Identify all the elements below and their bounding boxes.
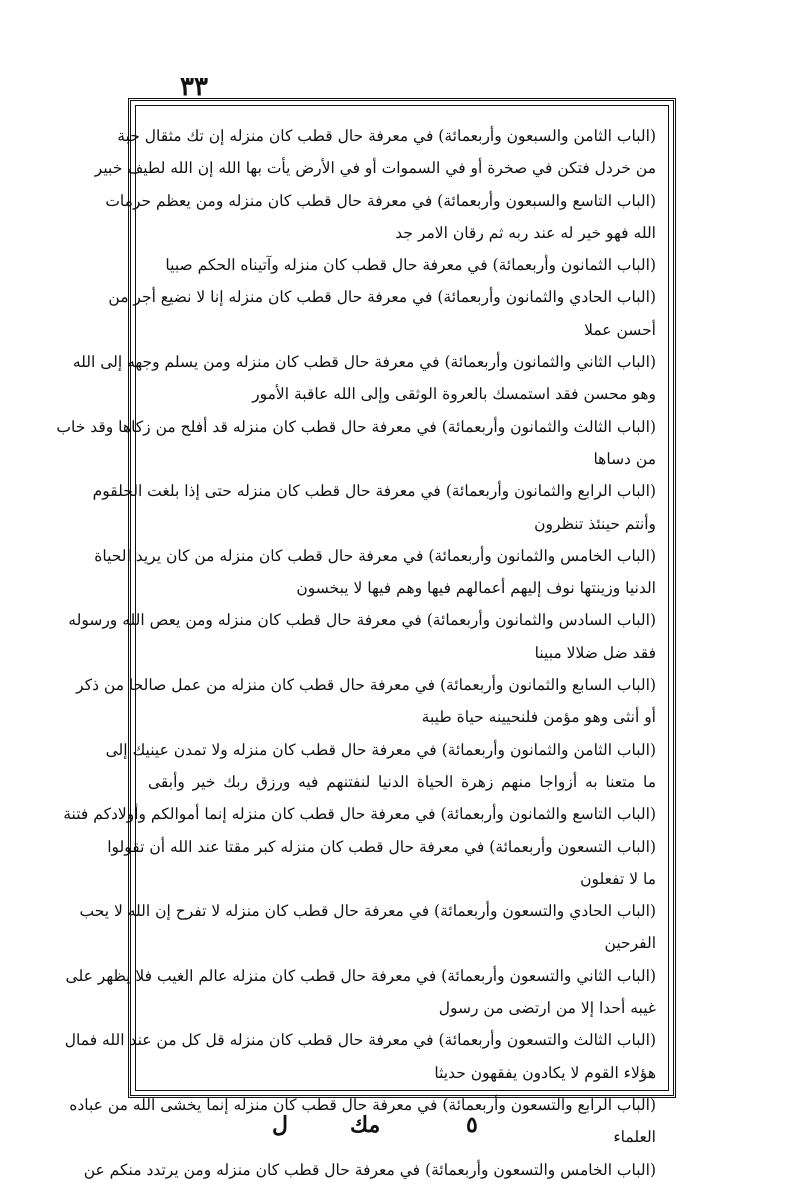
text-line: (الباب الرابع والثمانون وأربعمائة) في معرفة حال قطب كان منزله حتى إذا بلغت الحلقوم [92,482,656,501]
text-line: من خردل فتكن في صخرة أو في السموات أو في الأرض يأت بها الله إن الله لطيف خبير [94,159,656,178]
text-line: وأنتم حينئذ تنظرون [534,514,656,533]
text-line: الدنيا وزينتها نوف إليهم أعمالهم فيها وهم فيها لا يبخسون [296,579,656,598]
signature-mark: ٥ [466,1112,478,1138]
text-line: أحسن عملا [584,320,656,339]
signature-mark: ل [272,1112,288,1138]
text-line: (الباب الخامس والثمانون وأربعمائة) في معرفة حال قطب كان منزله من كان يريد الحياة [94,546,656,565]
text-line: هؤلاء القوم لا يكادون يفقهون حديثا [434,1063,656,1082]
text-line: ما متعنا به أزواجا منهم زهرة الحياة الدنيا لنفتنهم فيه ورزق ربك خير وأبقى [148,772,656,791]
text-line: العلماء [613,1128,656,1147]
text-line: أو أنثى وهو مؤمن فلنحيينه حياة طيبة [421,708,656,727]
text-line: (الباب الثامن والثمانون وأربعمائة) في معرفة حال قطب كان منزله ولا تمدن عينيك إلى [105,740,656,759]
text-line: (الباب الثاني والثمانون وأربعمائة) في معرفة حال قطب كان منزله ومن يسلم وجهه إلى الله [72,353,656,372]
text-line: (الباب الحادي والثمانون وأربعمائة) في معرفة حال قطب كان منزله إنا لا نضيع أجر من [108,288,656,307]
text-line: (الباب التاسع والثمانون وأربعمائة) في معرفة حال قطب كان منزله إنما أموالكم وأولادكم فتنة [63,805,656,824]
text-line: ما لا تفعلون [580,869,656,888]
text-line: (الباب الثالث والثمانون وأربعمائة) في معرفة حال قطب كان منزله قد أفلح من زكاها وقد خاب [56,417,656,436]
text-line: (الباب السادس والثمانون وأربعمائة) في معرفة حال قطب كان منزله ومن يعص الله ورسوله [68,611,656,630]
text-line: من دساها [593,449,656,468]
text-line: الفرحين [604,934,656,953]
text-line: فقد ضل ضلالا مبينا [534,643,656,662]
text-line: (الباب الحادي والتسعون وأربعمائة) في معرفة حال قطب كان منزله لا تفرح إن الله لا يحب [79,902,656,921]
signature-mark: مك [350,1112,381,1138]
text-line: (الباب الثالث والتسعون وأربعمائة) في معرفة حال قطب كان منزله قل كل من عند الله فمال [64,1031,656,1050]
text-line: الله فهو خير له عند ربه ثم رقان الامر جد [395,223,656,242]
text-line: (الباب الثامن والسبعون وأربعمائة) في معرفة حال قطب كان منزله إن تك مثقال حبة [117,127,656,145]
signature-marks [0,1112,800,1152]
text-line: (الباب التاسع والسبعون وأربعمائة) في معرفة حال قطب كان منزله ومن يعظم حرمات [105,191,656,210]
text-line: (الباب السابع والثمانون وأربعمائة) في معرفة حال قطب كان منزله من عمل صالحا من ذكر [76,676,656,695]
page-number: ٣٣ [180,72,208,102]
text-line: (الباب الرابع والتسعون وأربعمائة) في معرفة حال قطب كان منزله إنما يخشى الله من عباده [69,1095,656,1114]
text-line: غيبه أحدا إلا من ارتضى من رسول [438,999,656,1018]
text-line: وهو محسن فقد استمسك بالعروة الوثقى وإلى الله عاقبة الأمور [252,385,656,404]
text-line: (الباب الثاني والتسعون وأربعمائة) في معرفة حال قطب كان منزله عالم الغيب فلا يظهر على [65,966,656,985]
text-line: (الباب الثمانون وأربعمائة) في معرفة حال قطب كان منزله وآتيناه الحكم صبيا [165,256,656,275]
text-line: (الباب الخامس والتسعون وأربعمائة) في معرفة حال قطب كان منزله ومن يرتدد منكم عن [83,1160,656,1179]
text-line: (الباب التسعون وأربعمائة) في معرفة حال قطب كان منزله كبر مقتا عند الله أن تقولوا [107,837,656,856]
